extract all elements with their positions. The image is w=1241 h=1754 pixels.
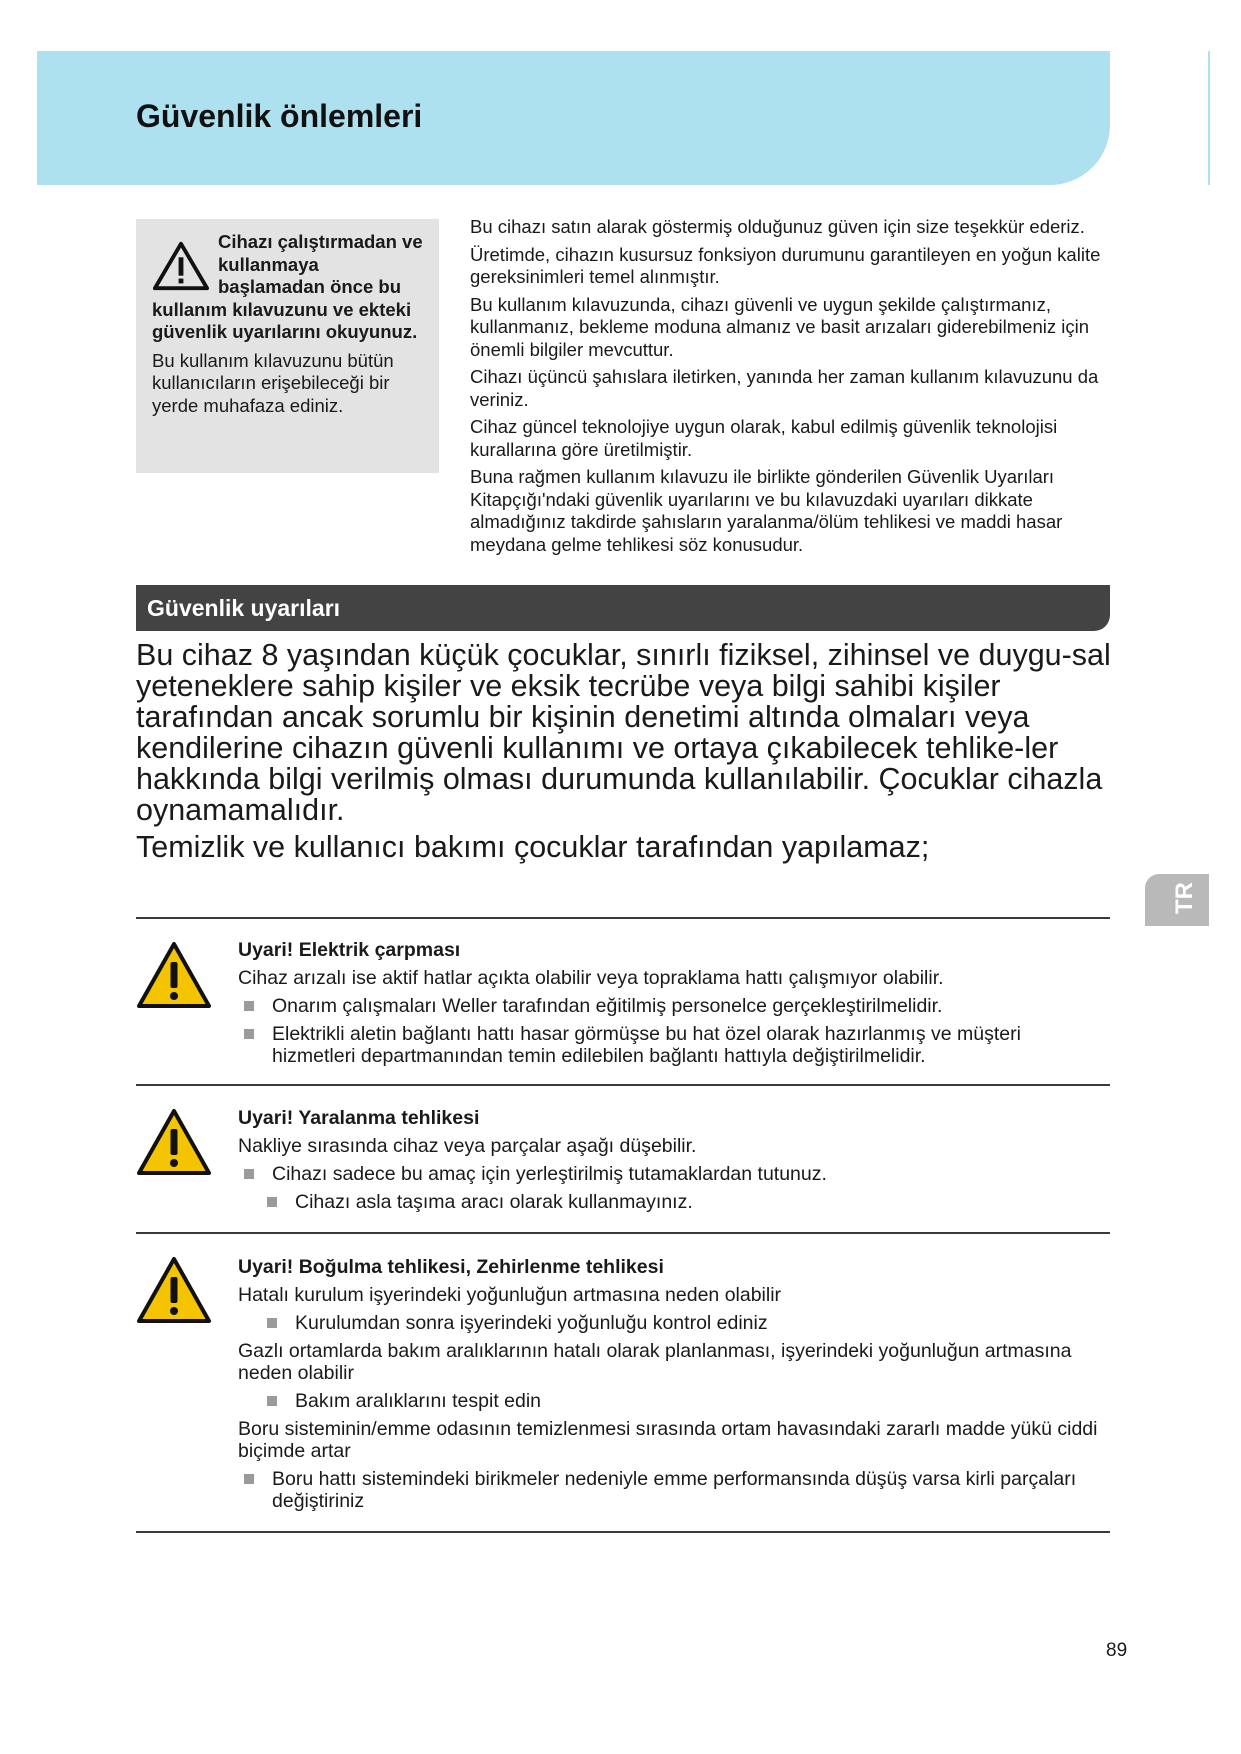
bullet-item: Cihazı sadece bu amaç için yerleştirilmiş tutamaklardan tutunuz. (238, 1163, 1108, 1185)
bullet-item: Bakım aralıklarını tespit edin (238, 1390, 1108, 1412)
warning-title: Uyari! Elektrik çarpması (238, 939, 461, 961)
bullet-square-icon (244, 1474, 254, 1484)
page-title: Güvenlik önlemleri (136, 98, 423, 134)
divider (136, 1232, 1110, 1234)
bullet-item: Kurulumdan sonra işyerindeki yoğunluğu kontrol ediniz (238, 1312, 1108, 1334)
cleaning-paragraph: Temizlik ve kullanıcı bakımı çocuklar tarafından yapılamaz; (136, 830, 930, 864)
bullet-item: Cihazı asla taşıma aracı olarak kullanmayınız. (238, 1191, 1108, 1213)
warning-title: Uyari! Yaralanma tehlikesi (238, 1107, 480, 1129)
hazard-warning-icon (136, 1255, 212, 1325)
bullet-square-icon (267, 1197, 277, 1207)
intro-paragraph: Cihazı üçüncü şahıslara iletirken, yanında her zaman kullanım kılavuzunu da veriniz. (470, 366, 1099, 410)
intro-paragraph: Buna rağmen kullanım kılavuzu ile birlikte gönderilen Güvenlik Uyarıları Kitapçığı'ndaki güvenlik uyarılarını ve bu kılavuzdaki uyarıları dikkate almadığınız takdirde şahısların yaralanma/ölüm tehlikesi ve maddi hasar meydana gelme tehlikesi söz konusudur. (470, 466, 1063, 555)
language-tab (1145, 874, 1209, 926)
warning-electric-shock (238, 939, 1108, 1073)
notice-bold-text: Cihazı çalıştırmadan ve kullanmaya başlamadan önce bu kullanım kılavuzunu ve ekteki güvenlik uyarılarını okuyunuz. (152, 231, 423, 342)
hazard-warning-icon (136, 1107, 212, 1177)
page-number: 89 (1106, 1640, 1128, 1661)
children-paragraph: Bu cihaz 8 yaşından küçük çocuklar, sınırlı fiziksel, zihinsel ve duygu-sal yeteneklere sahip kişiler ve eksik tecrübe veya bilgi sahibi kişiler tarafından ancak sorumlu bir kişinin denetimi altında olmaları veya kendilerine cihazın güvenli kullanımı ve ortaya çıkabilecek tehlike-ler hakkında bilgi verilmiş olması durumunda kullanılabilir. Çocuklar cihazla oynamamalıdır. (136, 638, 1111, 827)
bullet-square-icon (267, 1318, 277, 1328)
bullet-item: Elektrikli aletin bağlantı hattı hasar görmüşse bu hat özel olarak hazırlanmış ve müşteri hizmetleri departmanından temin edilebilen bağlantı hattıyla değiştirilmelidir. (238, 1023, 1108, 1067)
children-safety-text (136, 640, 1126, 869)
divider (136, 917, 1110, 919)
warning-suffocation-poisoning (238, 1256, 1108, 1518)
intro-text (470, 216, 1115, 561)
intro-paragraph: Bu cihazı satın alarak göstermiş olduğunuz güven için size teşekkür ederiz. (470, 216, 1085, 237)
bullet-item: Boru hattı sistemindeki birikmeler nedeniyle emme performansında düşüş varsa kirli parçaları değiştiriniz (238, 1468, 1108, 1512)
intro-paragraph: Cihaz güncel teknolojiye uygun olarak, kabul edilmiş güvenlik teknolojisi kurallarına göre üretilmiştir. (470, 416, 1058, 460)
warning-injury (238, 1107, 1108, 1219)
bullet-square-icon (244, 1001, 254, 1011)
warning-line: Hatalı kurulum işyerindeki yoğunluğun artmasına neden olabilir (238, 1284, 782, 1306)
bullet-item: Onarım çalışmaları Weller tarafından eğitilmiş personelce gerçekleştirilmelidir. (238, 995, 1108, 1017)
read-manual-notice (136, 219, 439, 473)
warning-line: Nakliye sırasında cihaz veya parçalar aşağı düşebilir. (238, 1135, 697, 1157)
section-heading: Güvenlik uyarıları (136, 585, 1110, 631)
hazard-warning-icon (136, 940, 212, 1010)
divider (136, 1531, 1110, 1533)
divider (136, 1084, 1110, 1086)
notice-normal-text: Bu kullanım kılavuzunu bütün kullanıcıların erişebileceği bir yerde muhafaza ediniz. (152, 349, 394, 416)
warning-line: Cihaz arızalı ise aktif hatlar açıkta olabilir veya topraklama hattı çalışmıyor olabilir. (238, 967, 944, 989)
warning-line: Boru sisteminin/emme odasının temizlenmesi sırasında ortam havasındaki zararlı madde yükü ciddi biçimde artar (238, 1418, 1098, 1462)
warning-line: Gazlı ortamlarda bakım aralıklarının hatalı olarak planlanması, işyerindeki yoğunluğun artmasına neden olabilir (238, 1340, 1072, 1384)
intro-paragraph: Üretimde, cihazın kusursuz fonksiyon durumunu garantileyen en yoğun kalite gereksinimleri temel alınmıştır. (470, 243, 1101, 287)
bullet-square-icon (244, 1169, 254, 1179)
intro-paragraph: Bu kullanım kılavuzunda, cihazı güvenli ve uygun şekilde çalıştırmanız, kullanmanız, bekleme moduna almanız ve basit arızaları giderebilmeniz için önemli bilgiler mevcuttur. (470, 293, 1090, 360)
language-tab-label: TR (1171, 882, 1198, 914)
warning-icon (152, 239, 210, 293)
bullet-square-icon (244, 1029, 254, 1039)
header-edge-rule (1208, 51, 1210, 185)
bullet-square-icon (267, 1396, 277, 1406)
warning-title: Uyari! Boğulma tehlikesi, Zehirlenme tehlikesi (238, 1256, 664, 1278)
